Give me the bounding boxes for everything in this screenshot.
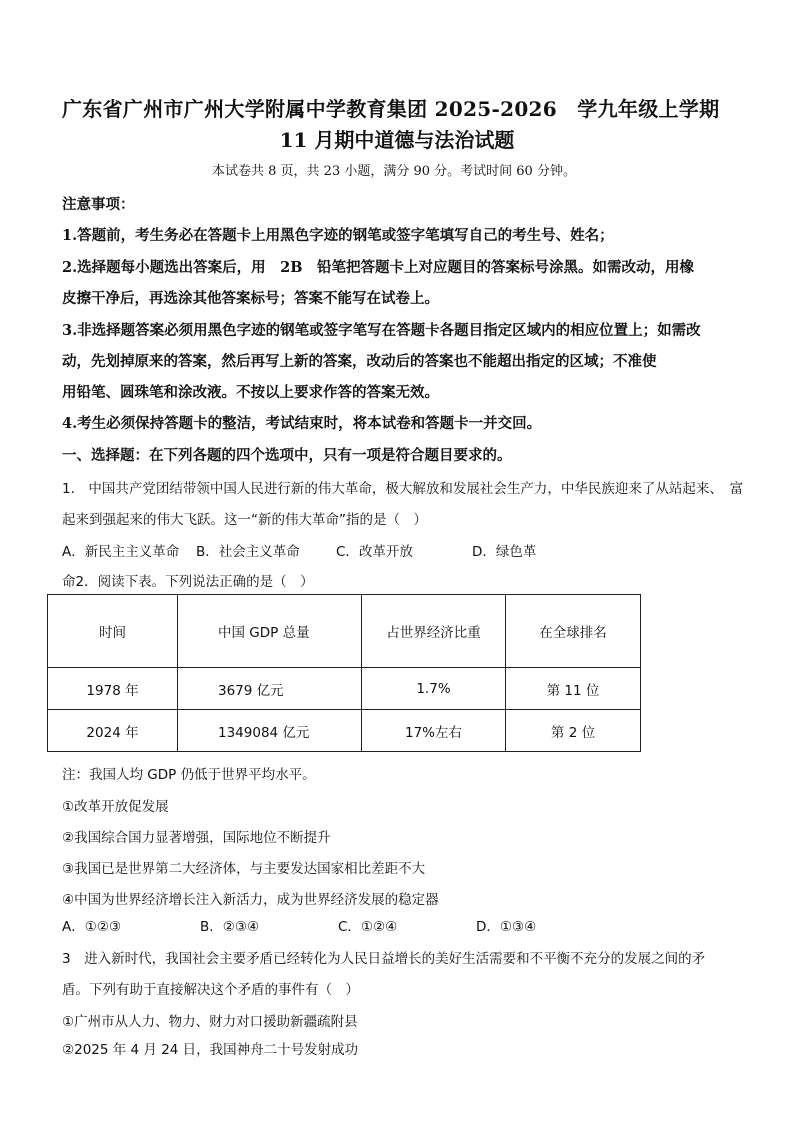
table-note: 注：我国人均 GDP 仍低于世界平均水平。 <box>62 767 316 783</box>
option-a: A．新民主主义革命 <box>62 544 180 560</box>
option-b: B．②③④ <box>200 919 260 935</box>
notice-item-2a: 2.选择题每小题选出答案后，用 2B 铅笔把答题卡上对应题目的答案标号涂黑。如需改动，用橡 <box>62 259 694 276</box>
question-1-line1: 1. 中国共产党团结带领中国人民进行新的伟大革命，极大解放和发展社会生产力，中华民族迎来了从站起来、 富 <box>62 481 744 497</box>
table-cell: 1.7% <box>362 668 506 710</box>
table-cell: 1978 年 <box>48 668 178 710</box>
table-cell: 第 11 位 <box>506 668 641 710</box>
question-1-options <box>62 540 536 560</box>
section-heading: 一、选择题：在下列各题的四个选项中，只有一项是符合题目要求的。 <box>62 447 512 464</box>
notice-item-4: 4.考生必须保持答题卡的整洁，考试结束时，将本试卷和答题卡一并交回。 <box>62 415 542 432</box>
notice-item-3a: 3.非选择题答案必须用黑色字迹的钢笔或签字笔写在答题卡各题目指定区域内的相应位置上；如需改 <box>62 322 701 339</box>
table-cell: 2024 年 <box>48 710 178 752</box>
table-row <box>48 710 641 752</box>
question-2-stem: 命2．阅读下表。下列说法正确的是（ ） <box>62 574 314 590</box>
exam-title-line1: 广东省广州市广州大学附属中学教育集团 2025-2026 学九年级上学期 <box>62 97 720 121</box>
question-2-options <box>62 915 536 935</box>
table-cell: 1349084 亿元 <box>178 710 362 752</box>
table-header-cell: 在全球排名 <box>506 595 641 668</box>
option-d: D．绿色革 <box>472 544 537 560</box>
notice-item-3b: 动，先划掉原来的答案，然后再写上新的答案，改动后的答案也不能超出指定的区域；不准使 <box>62 353 657 370</box>
table-cell: 3679 亿元 <box>178 668 362 710</box>
notice-heading: 注意事项： <box>62 196 135 213</box>
statement-4: ④中国为世界经济增长注入新活力，成为世界经济发展的稳定器 <box>62 892 439 908</box>
option-d: D．①③④ <box>476 919 537 935</box>
question-3-line2: 盾。下列有助于直接解决这个矛盾的事件有（ ） <box>62 982 359 998</box>
exam-title-line2: 11 月期中道德与法治试题 <box>279 128 515 152</box>
notice-item-1: 1.答题前，考生务必在答题卡上用黑色字迹的钢笔或签字笔填写自己的考生号、姓名； <box>62 227 614 244</box>
table-header-cell: 时间 <box>48 595 178 668</box>
table-header-row <box>48 595 641 668</box>
table-header-cell: 占世界经济比重 <box>362 595 506 668</box>
statement-1: ①广州市从人力、物力、财力对口援助新疆疏附县 <box>62 1014 358 1030</box>
notice-item-3c: 用铅笔、圆珠笔和涂改液。不按以上要求作答的答案无效。 <box>62 384 439 401</box>
notice-item-2b: 皮擦干净后，再选涂其他答案标号；答案不能写在试卷上。 <box>62 290 439 307</box>
statement-1: ①改革开放促发展 <box>62 799 169 815</box>
table-cell: 17%左右 <box>362 710 506 752</box>
table-cell: 第 2 位 <box>506 710 641 752</box>
question-3-line1: 3 进入新时代，我国社会主要矛盾已经转化为人民日益增长的美好生活需要和不平衡不充分的发展之间的矛 <box>62 951 706 967</box>
question-1-line2: 起来到强起来的伟大飞跃。这一“新的伟大革命”指的是（ ） <box>62 512 427 528</box>
option-c: C．①②④ <box>338 919 398 935</box>
option-c: C．改革开放 <box>336 544 413 560</box>
statement-3: ③我国已是世界第二大经济体，与主要发达国家相比差距不大 <box>62 861 426 877</box>
statement-2: ②我国综合国力显著增强，国际地位不断提升 <box>62 830 331 846</box>
option-b: B．社会主义革命 <box>196 544 300 560</box>
option-a: A．①②③ <box>62 919 122 935</box>
gdp-table <box>47 594 641 752</box>
statement-2: ②2025 年 4 月 24 日，我国神舟二十号发射成功 <box>62 1042 359 1058</box>
exam-subtitle: 本试卷共 8 页，共 23 小题，满分 90 分。考试时间 60 分钟。 <box>212 164 576 179</box>
table-row <box>48 668 641 710</box>
table-header-cell: 中国 GDP 总量 <box>178 595 362 668</box>
